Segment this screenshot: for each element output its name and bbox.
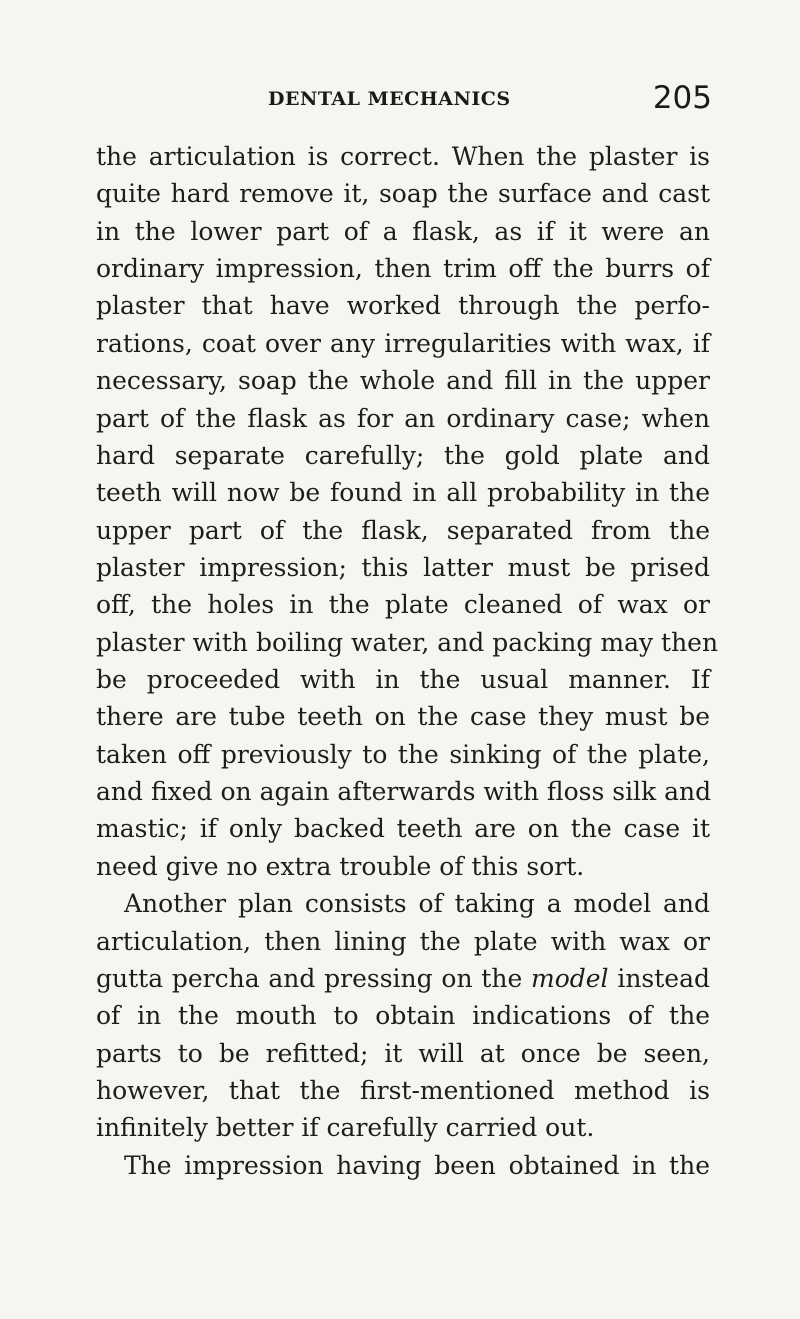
text-line: off, the holes in the plate cleaned of wax or <box>96 590 710 620</box>
text-line: quite hard remove it, soap the surface and cast <box>96 179 710 209</box>
text-line: teeth will now be found in all probability in the <box>96 478 710 508</box>
text-line: necessary, soap the whole and fill in the upper <box>96 366 710 396</box>
text-line: in the lower part of a flask, as if it were an <box>96 216 710 246</box>
text-line: upper part of the flask, separated from the <box>96 515 710 545</box>
text-line: be proceeded with in the usual manner. If <box>96 665 710 695</box>
text-line: plaster impression; this latter must be prised <box>96 552 710 582</box>
text-line: hard separate carefully; the gold plate and <box>96 440 710 470</box>
text-line: part of the flask as for an ordinary case; when <box>96 403 710 433</box>
text-line: infinitely better if carefully carried out. <box>96 1113 595 1143</box>
running-head <box>268 80 712 120</box>
text-line: plaster with boiling water, and packing may then <box>96 627 719 657</box>
text-run: gutta percha and pressing on the <box>96 963 531 993</box>
text-line: the articulation is correct. When the plaster is <box>96 142 710 171</box>
italic-word: model <box>531 963 609 993</box>
text-line: parts to be refitted; it will at once be seen, <box>96 1038 710 1068</box>
paragraph-start-line: The impression having been obtained in the <box>124 1150 710 1180</box>
body-text <box>96 138 719 1184</box>
text-line: mastic; if only backed teeth are on the case it <box>96 814 710 844</box>
text-line: ordinary impression, then trim off the burrs of <box>96 254 710 284</box>
text-line <box>96 960 710 997</box>
text-line: rations, coat over any irregularities with wax, if <box>96 328 710 358</box>
text-line: taken off previously to the sinking of the plate, <box>96 739 710 769</box>
text-run: instead <box>608 963 710 993</box>
text-line: there are tube teeth on the case they must be <box>96 702 710 732</box>
text-line: articulation, then lining the plate with wax or <box>96 926 710 956</box>
text-line: plaster that have worked through the perfo- <box>96 291 710 321</box>
text-line: of in the mouth to obtain indications of the <box>96 1001 710 1031</box>
running-head-title: DENTAL MECHANICS <box>268 88 511 110</box>
text-line: need give no extra trouble of this sort. <box>96 851 585 881</box>
text-line: however, that the first-mentioned method is <box>96 1075 710 1105</box>
text-line: and fixed on again afterwards with floss silk and <box>96 777 712 807</box>
page-number: 205 <box>652 80 712 116</box>
paragraph-start-line: Another plan consists of taking a model and <box>124 889 710 919</box>
